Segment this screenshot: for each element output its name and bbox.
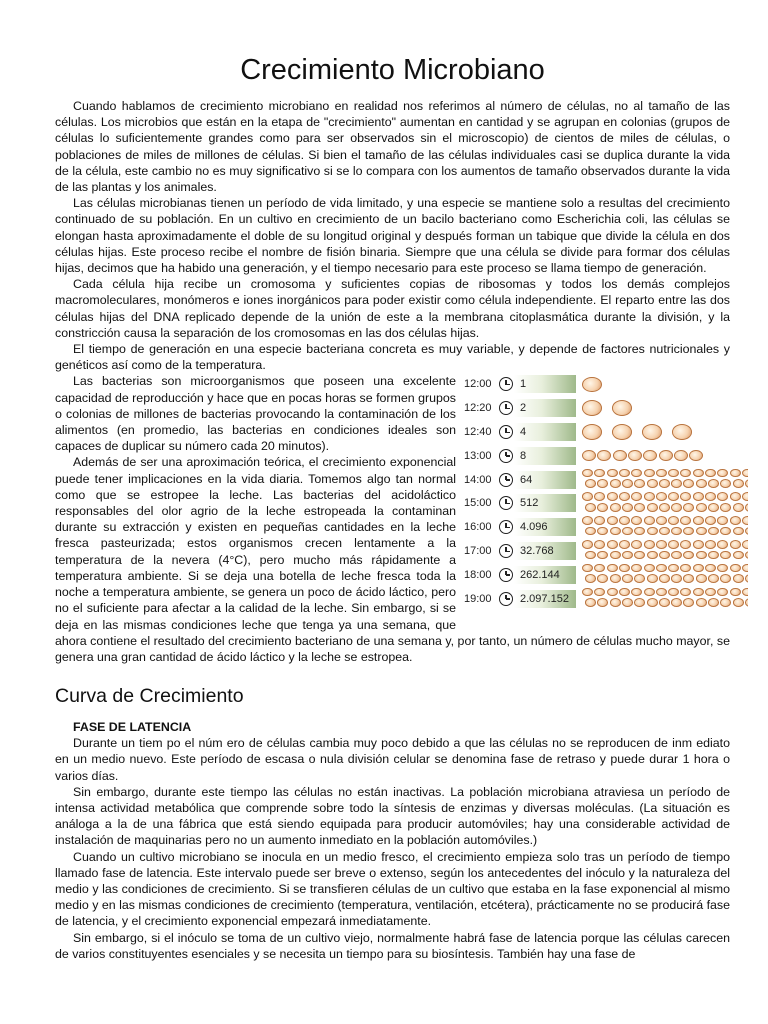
bacterium-icon <box>582 516 593 525</box>
bacterium-icon <box>733 551 744 560</box>
bacterium-icon <box>720 574 731 583</box>
bacterium-icon <box>668 588 679 597</box>
document-page <box>55 50 730 962</box>
growth-row-count: 4.096 <box>520 521 548 534</box>
growth-row-count: 32.768 <box>520 545 554 558</box>
bacterium-icon <box>671 551 682 560</box>
bacterium-icon <box>659 450 673 461</box>
bacterium-icon <box>745 527 748 536</box>
bacteria-cells-group <box>578 421 748 443</box>
bacterium-icon <box>733 598 744 607</box>
bacterium-icon <box>672 424 692 440</box>
bacterium-icon <box>656 540 667 549</box>
bacterium-icon <box>717 564 728 573</box>
bacterium-icon <box>674 450 688 461</box>
bacterium-icon <box>717 540 728 549</box>
growth-row <box>464 423 742 443</box>
bacterium-icon <box>634 574 645 583</box>
clock-icon <box>499 568 513 582</box>
bacterium-icon <box>622 527 633 536</box>
bacteria-cells-group <box>578 445 748 467</box>
bacterium-icon <box>680 516 691 525</box>
bacterium-icon <box>693 540 704 549</box>
bacterium-icon <box>705 516 716 525</box>
bacterium-icon <box>683 527 694 536</box>
bacterium-icon <box>594 564 605 573</box>
bacterium-icon <box>742 540 748 549</box>
bacterium-icon <box>745 551 748 560</box>
bacterium-icon <box>644 492 655 501</box>
bacterium-icon <box>742 516 748 525</box>
bacterium-icon <box>643 450 657 461</box>
bacterium-icon <box>644 516 655 525</box>
bacterium-icon <box>594 516 605 525</box>
bacterium-icon <box>619 516 630 525</box>
bacterium-icon <box>730 492 741 501</box>
bacterium-icon <box>668 516 679 525</box>
bacterium-icon <box>659 527 670 536</box>
bacteria-cells-group <box>578 397 748 419</box>
bacterium-icon <box>696 551 707 560</box>
bacteria-cells-group <box>578 564 748 586</box>
bacterium-icon <box>733 527 744 536</box>
bacterium-icon <box>745 503 748 512</box>
bacterium-icon <box>594 492 605 501</box>
bacterium-icon <box>717 588 728 597</box>
bacterium-icon <box>720 527 731 536</box>
bacterium-icon <box>730 469 741 478</box>
bacterium-icon <box>634 503 645 512</box>
growth-row-count: 4 <box>520 426 527 439</box>
bacterium-icon <box>730 564 741 573</box>
bacterium-icon <box>644 588 655 597</box>
latency-paragraph-2: Sin embargo, durante este tiempo las células no están inactivas. La población microbiana atraviesa un período de intensa actividad metabólica que comprende sobre todo la síntesis de enzimas y diversas moléculas. (La situación es análoga a la de una fábrica que está siendo equipada para producir automóviles; hay una considerable actividad de instalación de maquinarias pero no un aumento inmediato en la población automóviles.) <box>55 784 730 848</box>
bacterium-icon <box>582 400 602 416</box>
bacterium-icon <box>610 503 621 512</box>
growth-row-count: 2.097.152 <box>520 592 569 605</box>
bacterium-icon <box>647 479 658 488</box>
bacterium-icon <box>708 527 719 536</box>
bacterium-icon <box>705 588 716 597</box>
bacterium-icon <box>612 424 632 440</box>
bacterium-icon <box>708 551 719 560</box>
growth-row-count: 2 <box>520 402 527 415</box>
bacterium-icon <box>717 492 728 501</box>
bacterium-icon <box>742 564 748 573</box>
latency-paragraph-1: Durante un tiem po el núm ero de células cambia muy poco debido a que las células no se reproducen de inm ediato en un medio nuevo. Este período de escasa o nula división celular se denomina fase de retraso y puede durar 1 hora o varios días. <box>55 736 730 783</box>
bacterium-icon <box>680 564 691 573</box>
bacterium-icon <box>668 564 679 573</box>
bacterium-icon <box>693 469 704 478</box>
bacterium-icon <box>671 574 682 583</box>
growth-row-time: 15:00 <box>464 497 492 510</box>
bacterium-icon <box>607 469 618 478</box>
growth-row-time: 16:00 <box>464 521 492 534</box>
growth-row-time: 18:00 <box>464 568 492 581</box>
intro-paragraph-3: Cada célula hija recibe un cromosoma y suficientes copias de ribosomas y todos los demás complejos macromoleculares, monómeros e iones inorgánicos para poder existir como célula independiente. El reparto entre las dos células hijas del DNA replicado depende de la unión de este a la membrana citoplasmática durante la división, y la constricción causa la separación de los cromosomas en las dos células hijas. <box>55 277 730 340</box>
bacterium-icon <box>585 527 596 536</box>
bacterium-icon <box>582 469 593 478</box>
clock-icon <box>499 473 513 487</box>
clock-icon <box>499 496 513 510</box>
bacterium-icon <box>696 527 707 536</box>
bacterium-icon <box>693 588 704 597</box>
bacterium-icon <box>610 551 621 560</box>
bacterium-icon <box>693 492 704 501</box>
page-title: Crecimiento Microbiano <box>240 54 545 86</box>
bacterium-icon <box>622 479 633 488</box>
bacterium-icon <box>582 424 602 440</box>
bacterium-icon <box>647 503 658 512</box>
bacterium-icon <box>708 479 719 488</box>
bacterium-icon <box>671 527 682 536</box>
growth-row-time: 17:00 <box>464 545 492 558</box>
latency-paragraph-3: Cuando un cultivo microbiano se inocula en un medio fresco, el crecimiento empieza solo tras un período de tiempo llamado fase de latencia. Este intervalo puede ser breve o extenso, según los antecedentes del inóculo y la naturaleza del medio y las condiciones de crecimiento. Si se transfieren células de un cultivo que estaba en la fase exponencial al mismo medio y en las mismas condiciones de crecimiento (temperatura, ventilación, etcétera), prácticamente no se producirá fase de latencia, y el crecimiento exponencial empezará inmediatamente. <box>55 849 730 929</box>
bacterium-icon <box>693 516 704 525</box>
growth-row <box>464 447 742 467</box>
bacterium-icon <box>647 527 658 536</box>
growth-row-count: 512 <box>520 497 539 510</box>
growth-row-count: 8 <box>520 449 527 462</box>
growth-row-count: 64 <box>520 473 533 486</box>
bacterium-icon <box>597 450 611 461</box>
bacterium-icon <box>607 564 618 573</box>
bacterium-icon <box>659 598 670 607</box>
bacterium-icon <box>631 588 642 597</box>
growth-row <box>464 494 742 514</box>
bacterium-icon <box>585 574 596 583</box>
growth-row <box>464 399 742 419</box>
bacterium-icon <box>644 540 655 549</box>
bacterium-icon <box>656 564 667 573</box>
clock-icon <box>499 592 513 606</box>
bacterium-icon <box>582 492 593 501</box>
bacterium-icon <box>683 574 694 583</box>
bacterium-icon <box>619 564 630 573</box>
bacterium-icon <box>705 492 716 501</box>
clock-icon <box>499 520 513 534</box>
bacterium-icon <box>610 527 621 536</box>
bacterium-icon <box>668 540 679 549</box>
bacterium-icon <box>705 540 716 549</box>
bacterium-icon <box>717 469 728 478</box>
bacterium-icon <box>610 479 621 488</box>
bacterium-icon <box>622 598 633 607</box>
bacterium-icon <box>644 469 655 478</box>
bacterium-icon <box>607 516 618 525</box>
bacterium-icon <box>680 492 691 501</box>
bacterium-icon <box>597 503 608 512</box>
bacterium-icon <box>733 574 744 583</box>
growth-row-time: 13:00 <box>464 449 492 462</box>
bacterium-icon <box>582 377 602 393</box>
bacterium-icon <box>585 551 596 560</box>
bacterium-icon <box>742 492 748 501</box>
bacterium-icon <box>631 564 642 573</box>
bacterium-icon <box>656 492 667 501</box>
bacteria-cells-group <box>578 373 748 395</box>
bacterium-icon <box>619 540 630 549</box>
bacterium-icon <box>730 588 741 597</box>
bacterium-icon <box>647 551 658 560</box>
clock-icon <box>499 449 513 463</box>
bacterium-icon <box>582 564 593 573</box>
bacterium-icon <box>659 551 670 560</box>
latency-paragraph-4: Sin embargo, si el inóculo se toma de un cultivo viejo, normalmente habrá fase de latencia porque las células carecen de varios constituyentes esenciales y se necesita un tiempo para su biosíntesis. También hay una fase de <box>55 930 730 961</box>
bacterial-growth-figure <box>464 375 742 613</box>
bacterium-icon <box>745 574 748 583</box>
bacterium-icon <box>582 450 596 461</box>
bacterium-icon <box>708 598 719 607</box>
bacterium-icon <box>696 598 707 607</box>
bacterium-icon <box>647 598 658 607</box>
bacterium-icon <box>613 450 627 461</box>
bacterium-icon <box>742 588 748 597</box>
growth-row-time: 19:00 <box>464 592 492 605</box>
bacterium-icon <box>733 479 744 488</box>
bacteria-cells-group <box>578 540 748 562</box>
clock-icon <box>499 401 513 415</box>
bacteria-cells-group <box>578 588 748 610</box>
bacteria-cells-group <box>578 469 748 491</box>
bacterium-icon <box>671 479 682 488</box>
bacterium-icon <box>683 551 694 560</box>
bacteria-cells-group <box>578 492 748 514</box>
bacterium-icon <box>680 588 691 597</box>
bacterium-icon <box>705 564 716 573</box>
intro-paragraph-4: El tiempo de generación en una especie bacteriana concreta es muy variable, y depende de factores nutricionales y genéticos así como de la temperatura. <box>55 342 730 373</box>
bacterium-icon <box>730 516 741 525</box>
growth-row-time: 12:20 <box>464 402 492 415</box>
bacterium-icon <box>745 598 748 607</box>
bacterium-icon <box>717 516 728 525</box>
bacterium-icon <box>671 598 682 607</box>
bacterium-icon <box>631 540 642 549</box>
bacterium-icon <box>597 598 608 607</box>
bacterium-icon <box>622 574 633 583</box>
bacterium-icon <box>705 469 716 478</box>
bacterium-icon <box>659 574 670 583</box>
bacterium-icon <box>619 492 630 501</box>
bacterium-icon <box>628 450 642 461</box>
bacterium-icon <box>659 479 670 488</box>
bacterium-icon <box>594 469 605 478</box>
bacterium-icon <box>720 479 731 488</box>
intro-paragraph-1: Cuando hablamos de crecimiento microbiano en realidad nos referimos al número de células, no al tamaño de las células. Los microbios que están en la etapa de "crecimiento" aumentan en cantidad y se agrupan en colonias (grupos de células lo suficientemente grandes como para ser observados sin el microscopio) de cientos de miles de células, o poblaciones de miles de millones de células. Si bien el tamaño de las células individuales casi se duplica durante la vida de la célula, este cambio no es muy significativo si se lo compara con los aumentos de tamaño observados durante la vida de las plantas y los animales. <box>55 99 730 195</box>
bacterium-icon <box>634 527 645 536</box>
bacterium-icon <box>585 503 596 512</box>
bacterium-icon <box>597 574 608 583</box>
bacterium-icon <box>656 588 667 597</box>
bacterium-icon <box>631 492 642 501</box>
bacterium-icon <box>683 479 694 488</box>
growth-row-time: 12:40 <box>464 426 492 439</box>
growth-row <box>464 590 742 610</box>
bacterium-icon <box>582 540 593 549</box>
bacterium-icon <box>730 540 741 549</box>
bacterium-icon <box>720 598 731 607</box>
subheading-fase-latencia: FASE DE LATENCIA <box>73 720 192 735</box>
bacterium-icon <box>647 574 658 583</box>
clock-icon <box>499 377 513 391</box>
bacterium-icon <box>680 540 691 549</box>
section-heading-curva: Curva de Crecimiento <box>55 685 244 708</box>
growth-row-count: 262.144 <box>520 568 560 581</box>
growth-row <box>464 375 742 395</box>
intro-paragraph-2: Las células microbianas tienen un período de vida limitado, y una especie se mantiene solo a resultas del crecimiento continuado de su población. En un cultivo en crecimiento de un bacilo bacteriano como Escherichia coli, las células se elongan hasta aproximadamente el doble de su longitud original y después forman un tabique que divide la célula en dos células hijas. Este proceso recibe el nombre de fisión binaria. Siempre que una célula se divide para formar dos células hijas, decimos que ha habido una generación, y el tiempo necesario para este proceso se llama tiempo de generación. <box>55 196 730 276</box>
bacterium-icon <box>634 598 645 607</box>
bacterium-icon <box>680 469 691 478</box>
bacterium-icon <box>610 574 621 583</box>
bacterium-icon <box>683 598 694 607</box>
bacterium-icon <box>642 424 662 440</box>
growth-row <box>464 518 742 538</box>
bacterium-icon <box>720 503 731 512</box>
bacterium-icon <box>622 503 633 512</box>
bacterium-icon <box>607 540 618 549</box>
bacterium-icon <box>610 598 621 607</box>
bacterium-icon <box>668 492 679 501</box>
bacterium-icon <box>696 503 707 512</box>
bacterium-icon <box>696 479 707 488</box>
bacterium-icon <box>671 503 682 512</box>
bacterium-icon <box>634 551 645 560</box>
bacterium-icon <box>742 469 748 478</box>
growth-row <box>464 566 742 586</box>
growth-row-count: 1 <box>520 378 527 391</box>
bacterium-icon <box>656 516 667 525</box>
bacterium-icon <box>585 598 596 607</box>
bacterium-icon <box>631 516 642 525</box>
growth-row-time: 12:00 <box>464 378 492 391</box>
bacterium-icon <box>659 503 670 512</box>
bacterium-icon <box>622 551 633 560</box>
bacterium-icon <box>619 588 630 597</box>
clock-icon <box>499 425 513 439</box>
growth-row <box>464 471 742 491</box>
bacterium-icon <box>720 551 731 560</box>
growth-row-time: 14:00 <box>464 473 492 486</box>
bacterium-icon <box>594 540 605 549</box>
bacterium-icon <box>693 564 704 573</box>
bacterium-icon <box>597 479 608 488</box>
bacterium-icon <box>585 479 596 488</box>
bacterium-icon <box>619 469 630 478</box>
clock-icon <box>499 544 513 558</box>
growth-row <box>464 542 742 562</box>
bacterium-icon <box>594 588 605 597</box>
bacteria-cells-group <box>578 516 748 538</box>
bacterium-icon <box>607 588 618 597</box>
bacterium-icon <box>607 492 618 501</box>
bacterium-icon <box>597 551 608 560</box>
wrap-paragraph-1: Las bacterias son microorganismos que poseen una excelente capacidad de reproducción y hace que en pocas horas se formen grupos o colonias de millones de bacterias provocando la contaminación de los alimentos (en promedio, las bacterias en condiciones ideales son capaces de duplicar su número cada 20 minutos). <box>55 374 456 454</box>
bacterium-icon <box>683 503 694 512</box>
bacterium-icon <box>708 503 719 512</box>
bacterium-icon <box>631 469 642 478</box>
wrap-paragraph-2: Además de ser una aproximación teórica, el crecimiento exponencial puede tener implicaciones en la vida diaria. Tomemos algo tan normal como que se estropee la leche. Las bacterias del acidoláctico responsables del olor agrio de la leche estropeada la contaminan durante su extracción y existen en pequeñas cantidades en la leche fresca pasteurizada; estos organismos crecen lentamente a la temperatura de la nevera (4°C), pero mucho más rápidamente a temperatura ambiente. Si se deja una botella de leche fresca toda la noche a temperatura ambiente, se genera un poco de ácido láctico, pero no el suficiente para afectar a la calidad de la leche. Sin embargo, si se deja en las mismas condiciones leche que tenga ya una semana, que ahora contiene el resultado del crecimiento bacteriano de una semana y, por tanto, un número de células mucho mayor, se genera una gran cantidad de ácido láctico y la leche se estropea. <box>55 455 730 664</box>
bacterium-icon <box>696 574 707 583</box>
bacterium-icon <box>582 588 593 597</box>
bacterium-icon <box>644 564 655 573</box>
bacterium-icon <box>708 574 719 583</box>
bacterium-icon <box>689 450 703 461</box>
bacterium-icon <box>745 479 748 488</box>
bacterium-icon <box>612 400 632 416</box>
bacterium-icon <box>733 503 744 512</box>
bacterium-icon <box>634 479 645 488</box>
bacterium-icon <box>597 527 608 536</box>
bacterium-icon <box>656 469 667 478</box>
bacterium-icon <box>668 469 679 478</box>
